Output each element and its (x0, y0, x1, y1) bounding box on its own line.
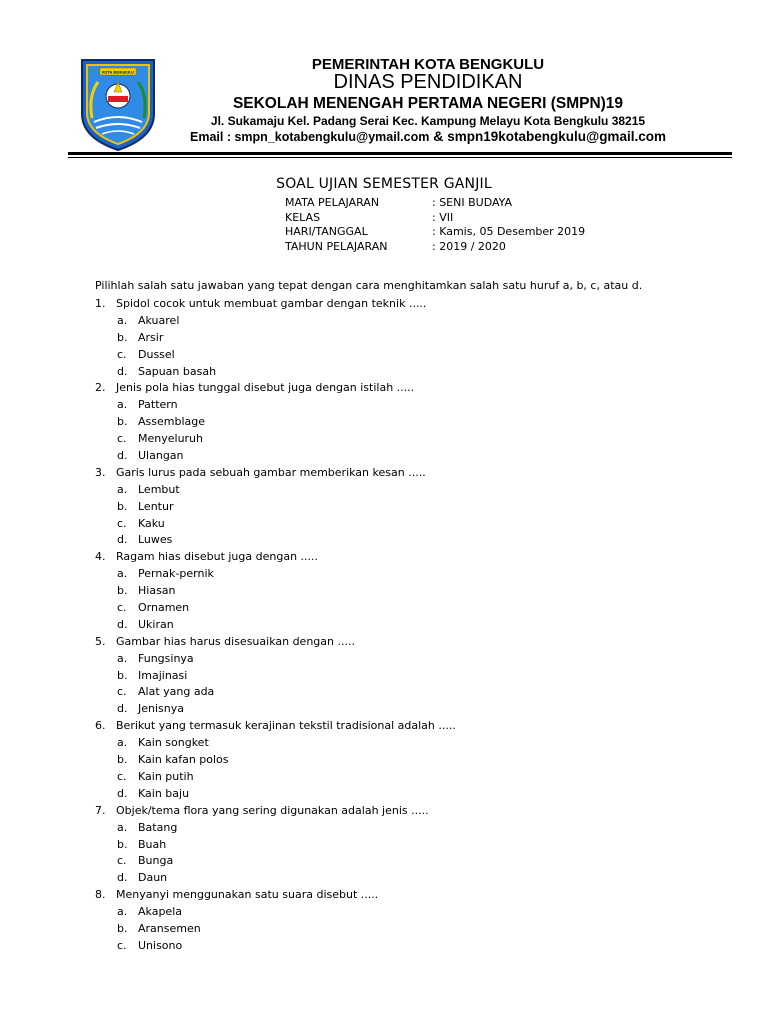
option-4d (95, 617, 695, 634)
info-label-subject: MATA PELAJARAN (285, 196, 380, 209)
option-text: Hiasan (138, 584, 176, 598)
option-1a (95, 313, 695, 330)
option-letter: b. (117, 330, 128, 344)
option-5c (95, 684, 695, 701)
option-3a (95, 482, 695, 499)
option-letter: b. (117, 753, 128, 767)
option-6d (95, 786, 695, 803)
option-letter: c. (117, 601, 127, 615)
option-text: Batang (138, 820, 178, 834)
option-7d (95, 870, 695, 887)
option-text: Akapela (138, 905, 182, 919)
option-text: Imajinasi (138, 668, 188, 682)
question-number: 2. (95, 381, 106, 395)
question-3 (95, 465, 695, 482)
option-text: Aransemen (138, 921, 201, 935)
option-text: Buah (138, 837, 167, 851)
question-6 (95, 718, 695, 735)
option-text: Alat yang ada (138, 685, 215, 699)
option-3c (95, 516, 695, 533)
option-letter: c. (117, 347, 127, 361)
option-text: Luwes (138, 533, 173, 547)
option-letter: c. (117, 516, 127, 530)
question-text: Berikut yang termasuk kerajinan tekstil tradisional adalah ..... (116, 719, 456, 733)
option-letter: c. (117, 769, 127, 783)
question-text: Menyanyi menggunakan satu suara disebut ..... (116, 888, 379, 902)
question-number: 4. (95, 550, 106, 564)
option-text: Pattern (138, 398, 178, 412)
option-letter: b. (117, 584, 128, 598)
header-rule-thin (68, 157, 732, 158)
question-number: 7. (95, 803, 106, 817)
info-label-year: TAHUN PELAJARAN (285, 240, 388, 253)
option-letter: c. (117, 432, 127, 446)
header-address: Jl. Sukamaju Kel. Padang Serai Kec. Kampung Melayu Kota Bengkulu 38215 (210, 114, 646, 128)
option-letter: a. (117, 482, 128, 496)
option-7c (95, 853, 695, 870)
header-rule-thick (68, 152, 732, 155)
option-text: Kain baju (138, 786, 190, 800)
option-text: Akuarel (138, 313, 180, 327)
option-5a (95, 651, 695, 668)
option-4a (95, 566, 695, 583)
question-1 (95, 296, 695, 313)
header-email (170, 128, 686, 144)
option-text: Arsir (138, 330, 164, 344)
option-text: Kaku (138, 516, 165, 530)
option-8b (95, 921, 695, 938)
option-text: Dussel (138, 347, 175, 361)
question-number: 3. (95, 465, 106, 479)
info-value-class: : VII (432, 211, 454, 224)
option-text: Ornamen (138, 601, 190, 615)
option-letter: b. (117, 837, 128, 851)
option-letter: d. (117, 786, 128, 800)
question-text: Gambar hias harus disesuaikan dengan ..... (116, 634, 355, 648)
option-2c (95, 431, 695, 448)
info-label-date: HARI/TANGGAL (285, 225, 368, 238)
option-5d (95, 701, 695, 718)
option-6c (95, 769, 695, 786)
question-text: Ragam hias disebut juga dengan ..... (116, 550, 319, 564)
info-value-subject: : SENI BUDAYA (432, 196, 513, 209)
logo-ribbon-text: KOTA BENGKULU (102, 70, 134, 75)
email-secondary: smpn19kotabengkulu@gmail.com (447, 129, 666, 144)
option-2b (95, 414, 695, 431)
option-text: Unisono (138, 938, 183, 952)
question-list (95, 296, 695, 955)
info-value-year: : 2019 / 2020 (432, 240, 506, 253)
option-text: Kain putih (138, 769, 194, 783)
option-letter: a. (117, 905, 128, 919)
email-primary: Email : smpn_kotabengkulu@ymail.com (190, 130, 430, 144)
info-value-date: : Kamis, 05 Desember 2019 (432, 225, 586, 238)
exam-title: SOAL UJIAN SEMESTER GANJIL (276, 176, 492, 192)
option-text: Menyeluruh (138, 432, 204, 446)
question-text: Jenis pola hias tunggal disebut juga dengan istilah ..... (116, 381, 415, 395)
option-1c (95, 347, 695, 364)
option-7b (95, 837, 695, 854)
header-school-name: SEKOLAH MENENGAH PERTAMA NEGERI (SMPN)19 (232, 95, 624, 112)
question-2 (95, 380, 695, 397)
option-letter: a. (117, 398, 128, 412)
option-letter: a. (117, 736, 128, 750)
question-4 (95, 549, 695, 566)
option-4c (95, 600, 695, 617)
header-government: PEMERINTAH KOTA BENGKULU (311, 56, 545, 73)
option-1b (95, 330, 695, 347)
option-text: Ulangan (138, 449, 184, 463)
option-3d (95, 532, 695, 549)
option-text: Kain kafan polos (138, 753, 229, 767)
question-5 (95, 634, 695, 651)
option-letter: b. (117, 499, 128, 513)
option-2d (95, 448, 695, 465)
option-letter: d. (117, 702, 128, 716)
option-text: Assemblage (138, 415, 205, 429)
option-text: Bunga (138, 854, 174, 868)
option-text: Kain songket (138, 736, 209, 750)
option-letter: c. (117, 685, 127, 699)
option-5b (95, 668, 695, 685)
option-text: Fungsinya (138, 651, 194, 665)
option-3b (95, 499, 695, 516)
question-text: Garis lurus pada sebuah gambar memberikan kesan ..... (116, 465, 426, 479)
option-text: Ukiran (138, 617, 174, 631)
question-text: Objek/tema flora yang sering digunakan adalah jenis ..... (116, 803, 429, 817)
info-label-class: KELAS (285, 211, 321, 224)
city-emblem-logo (76, 56, 160, 152)
option-letter: d. (117, 871, 128, 885)
option-6b (95, 752, 695, 769)
option-letter: d. (117, 617, 128, 631)
option-letter: a. (117, 651, 128, 665)
option-letter: b. (117, 668, 128, 682)
option-letter: a. (117, 313, 128, 327)
option-letter: c. (117, 938, 127, 952)
option-8a (95, 904, 695, 921)
option-letter: a. (117, 567, 128, 581)
question-7 (95, 803, 695, 820)
option-2a (95, 397, 695, 414)
exam-instruction: Pilihlah salah satu jawaban yang tepat dengan cara menghitamkan salah satu huruf a, b, c, atau d. (95, 279, 643, 292)
option-text: Lembut (138, 482, 180, 496)
option-letter: b. (117, 415, 128, 429)
option-letter: d. (117, 449, 128, 463)
option-letter: c. (117, 854, 127, 868)
option-letter: d. (117, 364, 128, 378)
option-letter: d. (117, 533, 128, 547)
question-number: 6. (95, 719, 106, 733)
header-department: DINAS PENDIDIKAN (333, 71, 523, 93)
option-text: Daun (138, 871, 168, 885)
question-number: 5. (95, 634, 106, 648)
question-number: 8. (95, 888, 106, 902)
option-6a (95, 735, 695, 752)
option-text: Sapuan basah (138, 364, 217, 378)
option-text: Jenisnya (138, 702, 184, 716)
option-8c (95, 938, 695, 955)
option-4b (95, 583, 695, 600)
option-letter: b. (117, 921, 128, 935)
option-7a (95, 820, 695, 837)
question-8 (95, 887, 695, 904)
option-text: Lentur (138, 499, 174, 513)
email-connector: & (429, 128, 448, 144)
option-letter: a. (117, 820, 128, 834)
option-text: Pernak-pernik (138, 567, 214, 581)
question-text: Spidol cocok untuk membuat gambar dengan teknik ..... (116, 297, 427, 310)
option-1d (95, 364, 695, 381)
question-number: 1. (95, 297, 106, 310)
